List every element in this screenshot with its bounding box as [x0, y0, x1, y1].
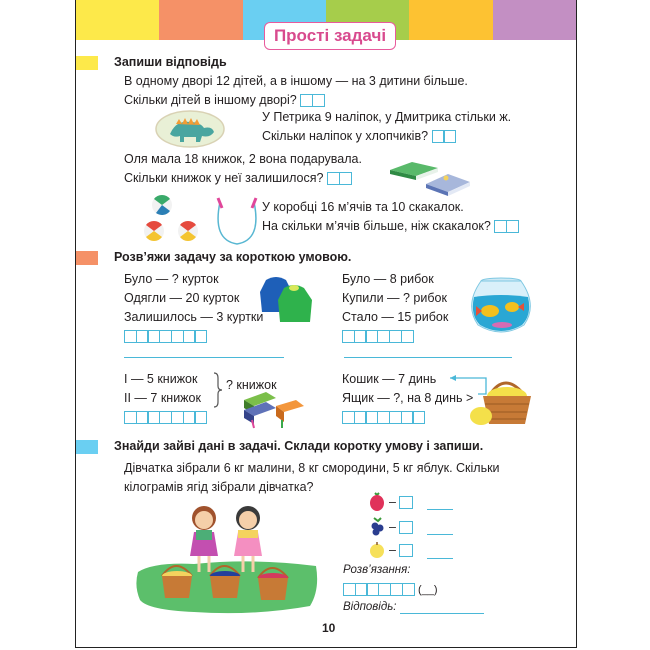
quantity-box[interactable] — [399, 521, 413, 534]
task-fish-line1: Було — 8 рибок — [342, 272, 434, 286]
section-marker-orange — [76, 251, 98, 265]
problem4-line1: У коробці 16 м’ячів та 10 скакалок. — [262, 200, 464, 214]
stripe-purple — [493, 0, 576, 40]
task-fish — [342, 270, 448, 346]
problem2 — [262, 108, 511, 146]
girls-with-baskets-illustration — [134, 500, 324, 620]
apple-icon — [369, 541, 385, 559]
solution-cells[interactable] — [342, 408, 473, 427]
task-books-line2: II — 7 книжок — [124, 391, 201, 405]
books-icon — [386, 158, 474, 198]
balls-icon — [142, 193, 204, 245]
problem2-line1: У Петрика 9 наліпок, у Дмитрика стільки ж. — [262, 110, 512, 124]
unit-line[interactable] — [427, 509, 453, 510]
problem3-line1: Оля мала 18 книжок, 2 вона подарувала. — [124, 152, 362, 166]
melon-basket-icon — [469, 372, 539, 430]
answer-line[interactable] — [400, 613, 484, 614]
dash: – — [389, 495, 396, 509]
task-books-line1: I — 5 книжок — [124, 372, 198, 386]
answer-cells[interactable] — [327, 172, 352, 185]
task-jackets — [124, 270, 263, 346]
stripe-yellow — [76, 0, 159, 40]
section3-problem-line1: Дівчатка зібрали 6 кг малини, 8 кг смородини, 5 кг яблук. Скільки — [124, 461, 500, 475]
unit-line[interactable] — [427, 534, 453, 535]
section3-problem-line2: кілограмів ягід зібрали дівчатка? — [124, 480, 314, 494]
unit-line[interactable] — [427, 558, 453, 559]
raspberry-row — [389, 493, 413, 512]
answer-line[interactable] — [124, 357, 284, 358]
aquarium-icon — [468, 275, 534, 337]
page-number: 10 — [322, 621, 336, 635]
stacked-books-icon — [240, 388, 306, 430]
section-marker-blue — [76, 440, 98, 454]
jackets-icon — [256, 276, 318, 324]
dinosaur-sticker-icon — [154, 108, 226, 150]
solution-label: Розв’язання: — [343, 564, 411, 576]
dash: – — [389, 543, 396, 557]
task-books — [124, 370, 207, 427]
stripe-orange — [159, 0, 242, 40]
problem4 — [262, 198, 519, 236]
task-melons-line2: Ящик — ?, на 8 динь > — [342, 391, 474, 405]
solution-cells[interactable] — [343, 583, 415, 596]
task-jackets-line2: Одягли — 20 курток — [124, 291, 240, 305]
brace-icon — [213, 372, 223, 408]
problem4-question: На скільки м’ячів більше, ніж скакалок? — [262, 219, 491, 233]
problem1-line1: В одному дворі 12 дітей, а в іншому — на 3 дитини більше. — [124, 74, 468, 88]
solution-cells[interactable] — [124, 408, 207, 427]
section2-heading: Розв’яжи задачу за короткою умовою. — [114, 250, 352, 264]
raspberry-icon — [369, 491, 385, 511]
solution-row — [343, 580, 438, 600]
answer-cells[interactable] — [494, 220, 519, 233]
problem2-line2 — [262, 127, 511, 146]
answer-line[interactable] — [344, 357, 512, 358]
problem2-question: Скільки наліпок у хлопчиків? — [262, 129, 429, 143]
currant-icon — [369, 516, 385, 536]
answer-label: Відповідь: — [343, 601, 397, 613]
stripe-amber — [409, 0, 492, 40]
task-melons-line1: Кошик — 7 динь — [342, 372, 437, 386]
answer-cells[interactable] — [432, 130, 457, 143]
problem1-question: Скільки дітей в іншому дворі? — [124, 93, 297, 107]
problem3 — [124, 150, 362, 188]
problem1 — [124, 72, 468, 110]
problem3-question: Скільки книжок у неї залишилося? — [124, 171, 324, 185]
workbook-page — [75, 0, 577, 648]
solution-cells[interactable] — [342, 327, 448, 346]
section3-heading: Знайди зайві дані в задачі. Склади коротку умову і запиши. — [114, 439, 484, 453]
task-fish-line2: Купили — ? рибок — [342, 291, 447, 305]
quantity-box[interactable] — [399, 544, 413, 557]
answer-cells[interactable] — [300, 94, 325, 107]
quantity-box[interactable] — [399, 496, 413, 509]
apple-row — [389, 541, 413, 560]
task-fish-line3: Стало — 15 рибок — [342, 310, 449, 324]
problem4-line2 — [262, 217, 519, 236]
unit-parens[interactable]: (__) — [418, 584, 438, 596]
task-books-brace-label: ? книжок — [226, 378, 277, 392]
section-marker-yellow — [76, 56, 98, 70]
task-jackets-line1: Було — ? курток — [124, 272, 219, 286]
solution-cells[interactable] — [124, 327, 263, 346]
section1-heading: Запиши відповідь — [114, 55, 227, 69]
currant-row — [389, 518, 413, 537]
dash: – — [389, 520, 396, 534]
jump-rope-icon — [212, 196, 262, 248]
task-jackets-line3: Залишилось — 3 куртки — [124, 310, 264, 324]
section3-problem — [124, 459, 500, 497]
page-title: Прості задачі — [264, 22, 396, 50]
problem3-line2 — [124, 169, 362, 188]
